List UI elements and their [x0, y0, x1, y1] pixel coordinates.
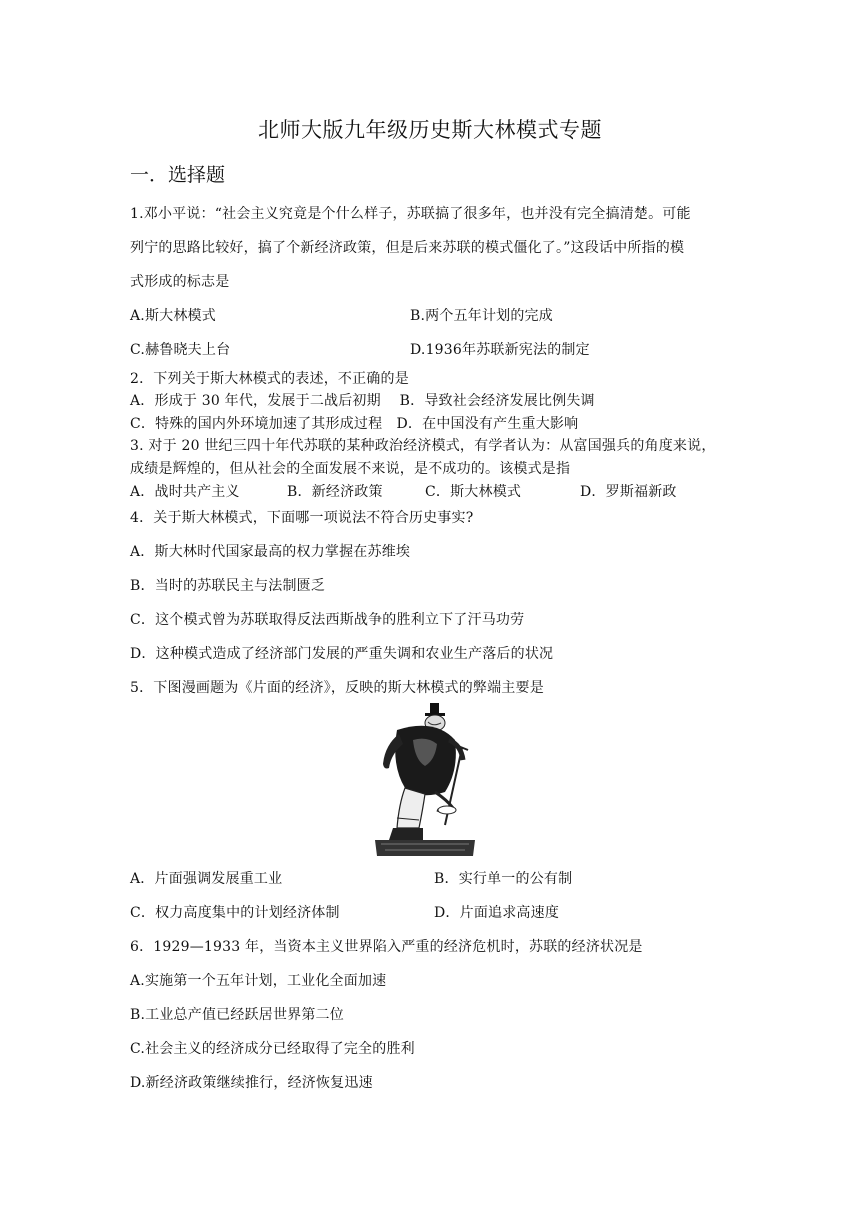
q1-option-d: D.1936年苏联新宪法的制定 — [410, 342, 590, 358]
q4-option-b: B．当时的苏联民主与法制匮乏 — [130, 578, 326, 594]
q6-option-a: A.实施第一个五年计划，工业化全面加速 — [130, 973, 387, 989]
q5-option-c: C．权力高度集中的计划经济体制 — [130, 905, 340, 921]
q1-stem-line-1: 1.邓小平说：“社会主义究竟是个什么样子，苏联搞了很多年，也并没有完全搞清楚。可能 — [130, 206, 691, 222]
q2-options-cd: C．特殊的国内外环境加速了其形成过程 D．在中国没有产生重大影响 — [130, 416, 579, 432]
q2-stem: 2．下列关于斯大林模式的表述，不正确的是 — [130, 371, 409, 387]
q6-option-d: D.新经济政策继续推行，经济恢复迅速 — [130, 1075, 373, 1091]
q6-option-b: B.工业总产值已经跃居世界第二位 — [130, 1007, 344, 1023]
q3-option-a: A．战时共产主义 — [130, 484, 240, 500]
q4-option-d: D．这种模式造成了经济部门发展的严重失调和农业生产落后的状况 — [130, 646, 554, 662]
section-heading: 一．选择题 — [130, 164, 226, 186]
document-title: 北师大版九年级历史斯大林模式专题 — [258, 118, 602, 142]
q3-option-c: C．斯大林模式 — [425, 484, 522, 500]
q5-stem: 5．下图漫画题为《片面的经济》，反映的斯大林模式的弊端主要是 — [130, 680, 544, 696]
q1-option-c: C.赫鲁晓夫上台 — [130, 342, 231, 358]
q1-stem-line-3: 式形成的标志是 — [130, 274, 230, 290]
q5-option-d: D．片面追求高速度 — [434, 905, 560, 921]
q6-option-c: C.社会主义的经济成分已经取得了完全的胜利 — [130, 1041, 415, 1057]
q3-stem-line-2: 成绩是辉煌的，但从社会的全面发展不来说，是不成功的。该模式是指 — [130, 461, 571, 477]
q4-option-c: C．这个模式曾为苏联取得反法西斯战争的胜利立下了汗马功劳 — [130, 612, 525, 628]
q5-option-b: B．实行单一的公有制 — [434, 871, 573, 887]
q1-stem-line-2: 列宁的思路比较好，搞了个新经济政策，但是后来苏联的模式僵化了。”这段话中所指的模 — [130, 240, 685, 256]
q1-option-a: A.斯大林模式 — [130, 308, 216, 324]
cartoon-illustration — [375, 700, 475, 858]
q3-stem-line-1: 3. 对于 20 世纪三四十年代苏联的某种政治经济模式，有学者认为：从富国强兵的角度来说， — [130, 438, 716, 454]
q5-option-a: A．片面强调发展重工业 — [130, 871, 283, 887]
q1-option-b: B.两个五年计划的完成 — [410, 308, 553, 324]
q3-option-d: D．罗斯福新政 — [580, 484, 677, 500]
q6-stem: 6．1929—1933 年，当资本主义世界陷入严重的经济危机时，苏联的经济状况是 — [130, 939, 643, 955]
q2-options-ab: A．形成于 30 年代，发展于二战后初期 B．导致社会经济发展比例失调 — [130, 393, 595, 409]
q4-option-a: A．斯大林时代国家最高的权力掌握在苏维埃 — [130, 544, 411, 560]
q3-option-b: B．新经济政策 — [287, 484, 383, 500]
q4-stem: 4．关于斯大林模式，下面哪一项说法不符合历史事实? — [130, 510, 474, 526]
